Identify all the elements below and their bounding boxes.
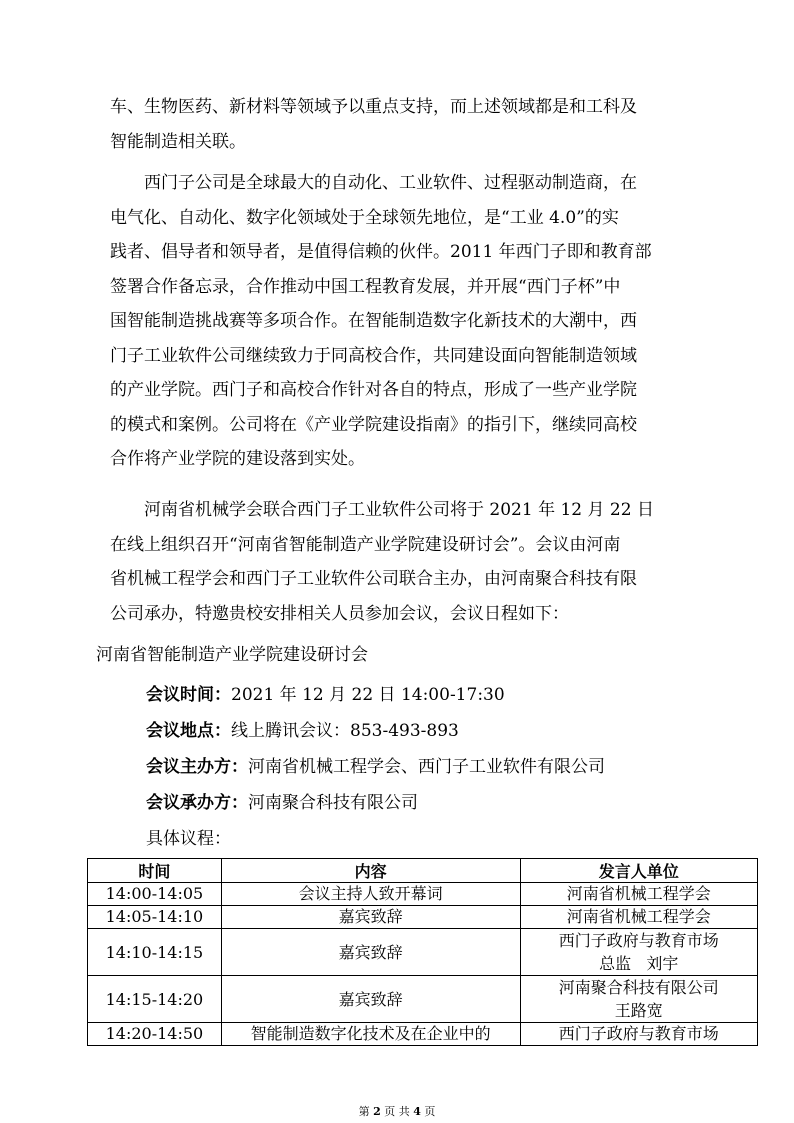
cell-speaker bbox=[520, 1023, 757, 1046]
text-line: 公司承办，特邀贵校安排相关人员参加会议，会议日程如下： bbox=[110, 603, 569, 624]
text-line: 践者、倡导者和领导者，是值得信赖的伙伴。2011 年西门子即和教育部 bbox=[110, 242, 652, 262]
cell-speaker bbox=[520, 906, 757, 929]
footer-suffix: 页 bbox=[424, 1105, 436, 1118]
info-place-value: 线上腾讯会议：853-493-893 bbox=[231, 721, 459, 741]
info-organizer-label: 会议承办方： bbox=[146, 793, 248, 813]
header-time: 时间 bbox=[88, 859, 222, 883]
table-row bbox=[88, 929, 758, 976]
table-row bbox=[88, 906, 758, 929]
info-organizer-value: 河南聚合科技有限公司 bbox=[248, 793, 418, 813]
info-host-value: 河南省机械工程学会、西门子工业软件有限公司 bbox=[248, 757, 605, 777]
text-line: 的模式和案例。公司将在《产业学院建设指南》的指引下，继续同高校 bbox=[110, 414, 637, 435]
text-line: 河南省机械学会联合西门子工业软件公司将于 2021 年 12 月 22 日 bbox=[144, 500, 654, 520]
table-row bbox=[88, 883, 758, 906]
table-row bbox=[88, 1023, 758, 1046]
cell-time: 14:20-14:50 bbox=[88, 1023, 222, 1046]
cell-content: 会议主持人致开幕词 bbox=[221, 883, 520, 906]
info-place-label: 会议地点： bbox=[146, 721, 231, 741]
speaker-line: 河南省机械工程学会 bbox=[566, 907, 711, 926]
text-line: 国智能制造挑战赛等多项合作。在智能制造数字化新技术的大潮中，西 bbox=[110, 311, 637, 331]
info-place bbox=[146, 716, 459, 741]
agenda-label: 具体议程： bbox=[146, 829, 231, 849]
paragraph-1 bbox=[110, 90, 700, 159]
page-footer bbox=[0, 1103, 794, 1119]
text-line: 省机械工程学会和西门子工业软件公司联合主办，由河南聚合科技有限 bbox=[110, 569, 637, 589]
speaker-line: 西门子政府与教育市场 bbox=[558, 1024, 719, 1043]
info-organizer bbox=[146, 788, 418, 813]
info-host bbox=[146, 752, 605, 777]
cell-content: 嘉宾致辞 bbox=[221, 976, 520, 1023]
text-line: 签署合作备忘录，合作推动中国工程教育发展，并开展“西门子杯”中 bbox=[110, 276, 621, 297]
text-line: 车、生物医药、新材料等领域予以重点支持，而上述领域都是和工科及 bbox=[110, 97, 637, 117]
text-line: 在线上组织召开“河南省智能制造产业学院建设研讨会”。会议由河南 bbox=[110, 534, 621, 555]
speaker-line: 王路宽 bbox=[614, 1001, 663, 1020]
text-line: 电气化、自动化、数字化领域处于全球领先地位，是“工业 4.0”的实 bbox=[110, 207, 619, 228]
cell-time: 14:10-14:15 bbox=[88, 929, 222, 976]
info-time-label: 会议时间： bbox=[146, 685, 231, 705]
header-content: 内容 bbox=[221, 859, 520, 883]
speaker-line: 河南聚合科技有限公司 bbox=[558, 978, 719, 997]
info-time bbox=[146, 680, 505, 705]
info-host-label: 会议主办方： bbox=[146, 757, 248, 777]
text-line: 合作将产业学院的建设落到实处。 bbox=[110, 449, 365, 469]
footer-prefix: 第 bbox=[358, 1105, 370, 1118]
table-header-row bbox=[88, 859, 758, 883]
cell-content: 嘉宾致辞 bbox=[221, 929, 520, 976]
text-line: 西门子公司是全球最大的自动化、工业软件、过程驱动制造商，在 bbox=[144, 173, 637, 193]
footer-mid: 页 共 bbox=[384, 1105, 410, 1118]
footer-page-number: 2 bbox=[373, 1105, 381, 1118]
cell-time: 14:00-14:05 bbox=[88, 883, 222, 906]
table-row bbox=[88, 976, 758, 1023]
cell-content: 智能制造数字化技术及在企业中的 bbox=[221, 1023, 520, 1046]
speaker-line: 总监 刘宇 bbox=[599, 954, 679, 973]
header-speaker: 发言人单位 bbox=[520, 859, 757, 883]
cell-speaker bbox=[520, 929, 757, 976]
text-line: 的产业学院。西门子和高校合作针对各自的特点，形成了一些产业学院 bbox=[110, 380, 637, 400]
cell-speaker bbox=[520, 976, 757, 1023]
text-line: 门子工业软件公司继续致力于同高校合作，共同建设面向智能制造领域 bbox=[110, 345, 637, 366]
speaker-line: 河南省机械工程学会 bbox=[566, 884, 711, 903]
cell-content: 嘉宾致辞 bbox=[221, 906, 520, 929]
paragraph-3 bbox=[110, 493, 700, 631]
cell-speaker bbox=[520, 883, 757, 906]
cell-time: 14:05-14:10 bbox=[88, 906, 222, 929]
cell-time: 14:15-14:20 bbox=[88, 976, 222, 1023]
speaker-line: 西门子政府与教育市场 bbox=[558, 931, 719, 950]
meeting-title: 河南省智能制造产业学院建设研讨会 bbox=[96, 645, 368, 665]
footer-total-pages: 4 bbox=[413, 1105, 421, 1118]
paragraph-2 bbox=[110, 166, 700, 477]
text-line: 智能制造相关联。 bbox=[110, 131, 246, 152]
info-time-value: 2021 年 12 月 22 日 14:00-17:30 bbox=[231, 685, 505, 705]
agenda-table bbox=[87, 858, 758, 1046]
